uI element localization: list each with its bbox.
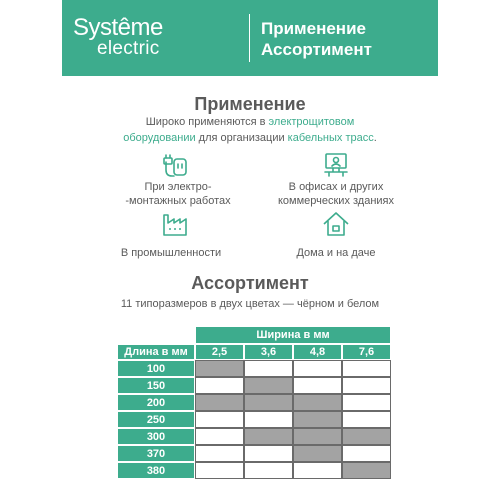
intro-text-2: для организации [195, 132, 288, 144]
length-header: Длина в мм [117, 344, 195, 360]
size-cell-empty [293, 360, 342, 377]
size-cell-available [293, 445, 342, 462]
length-row-label: 370 [117, 445, 195, 462]
brand-subname: electric [97, 38, 160, 59]
width-col-header: 7,6 [342, 344, 391, 360]
brand-logo [73, 16, 195, 58]
size-cell-empty [195, 428, 244, 445]
size-cell-empty [244, 411, 293, 428]
size-cell-empty [195, 377, 244, 394]
length-row-label: 250 [117, 411, 195, 428]
size-cell-available [342, 462, 391, 479]
header-titles [261, 18, 372, 60]
size-cell-available [244, 394, 293, 411]
feature-text-office: В офисах и других коммерческих зданиях [277, 181, 395, 207]
width-col-header: 4,8 [293, 344, 342, 360]
length-row-label: 200 [117, 394, 195, 411]
size-cell-empty [342, 445, 391, 462]
feature-text-home: Дома и на даче [296, 247, 376, 259]
size-cell-empty [244, 360, 293, 377]
size-cell-available [195, 360, 244, 377]
length-row-label: 300 [117, 428, 195, 445]
size-cell-available [195, 394, 244, 411]
width-col-header: 3,6 [244, 344, 293, 360]
size-cell-empty [244, 462, 293, 479]
length-row-label: 380 [117, 462, 195, 479]
header-divider [249, 14, 250, 62]
brand-name: Systême [73, 14, 163, 41]
size-cell-empty [293, 377, 342, 394]
size-cell-empty [342, 360, 391, 377]
size-cell-empty [342, 377, 391, 394]
intro-text-end: . [373, 132, 377, 144]
size-cell-empty [293, 462, 342, 479]
intro-accent-3: кабельных трасс [287, 132, 374, 144]
width-col-header: 2,5 [195, 344, 244, 360]
size-cell-empty [195, 445, 244, 462]
size-cell-available [244, 428, 293, 445]
size-cell-empty [195, 462, 244, 479]
feature-text-electro: При электро- -монтажных работах [125, 181, 231, 207]
length-row-label: 150 [117, 377, 195, 394]
size-cell-empty [342, 394, 391, 411]
size-cell-available [293, 394, 342, 411]
application-intro [0, 114, 500, 146]
assortment-subtitle: 11 типоразмеров в двух цветах — чёрном и белом [120, 298, 380, 310]
office-computer-icon [321, 150, 351, 180]
size-cell-available [244, 377, 293, 394]
size-cell-empty [195, 411, 244, 428]
intro-accent-2: оборудовании [123, 132, 196, 144]
house-icon [321, 209, 351, 239]
header-title-assortment: Ассортимент [261, 40, 372, 59]
size-cell-available [293, 428, 342, 445]
header-title-application: Применение [261, 19, 366, 38]
width-header: Ширина в мм [195, 326, 391, 344]
plug-icon [160, 150, 190, 180]
size-cell-available [293, 411, 342, 428]
application-heading: Применение [194, 94, 306, 114]
intro-text-1: Широко применяются в [145, 116, 269, 128]
length-row-label: 100 [117, 360, 195, 377]
size-cell-empty [342, 411, 391, 428]
intro-accent-1: электрощитовом [268, 116, 355, 128]
size-cell-available [342, 428, 391, 445]
factory-icon [160, 209, 190, 239]
feature-text-industry: В промышленности [120, 247, 222, 259]
size-cell-empty [244, 445, 293, 462]
assortment-heading: Ассортимент [191, 273, 309, 293]
